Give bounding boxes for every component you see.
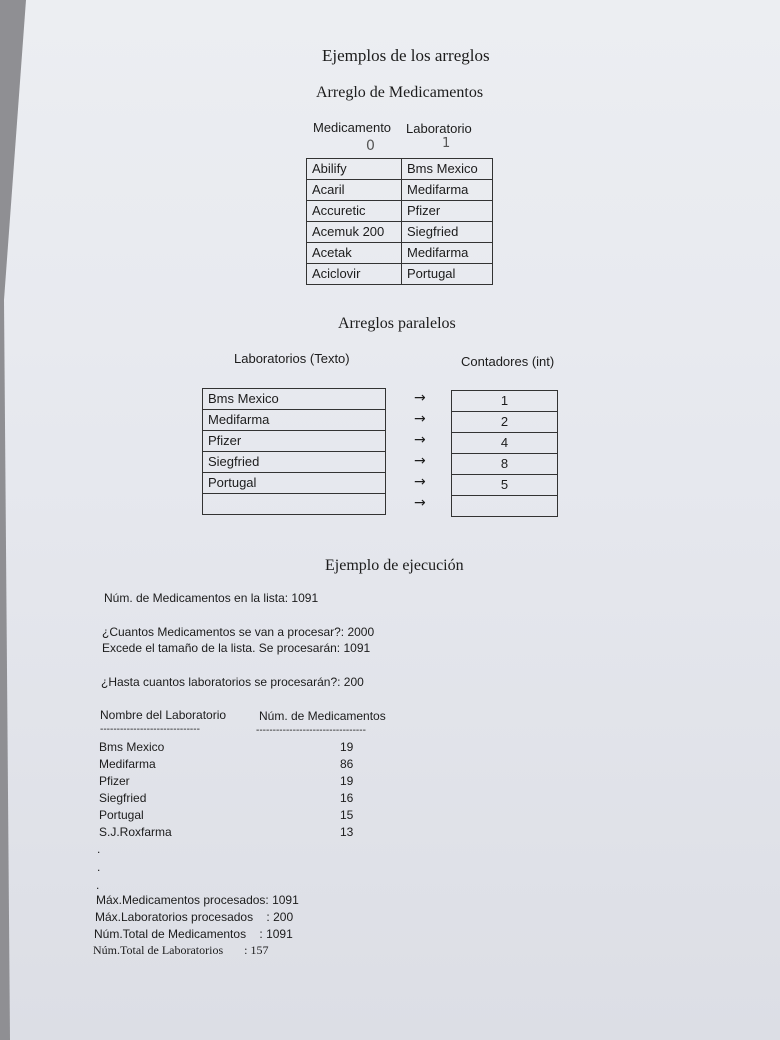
table-row	[307, 264, 493, 285]
col-header-medicamento: Medicamento	[313, 120, 392, 135]
counter-cell: 2	[452, 412, 558, 433]
lab-cell	[203, 494, 386, 515]
index-mark-0: 0	[366, 138, 375, 154]
lab-cell: Portugal	[203, 473, 386, 494]
medication-cell: Aciclovir	[307, 264, 402, 285]
col-header-laboratorio: Laboratorio	[406, 121, 472, 136]
medication-cell: Accuretic	[307, 201, 402, 222]
medication-cell: Abilify	[307, 159, 402, 180]
ellipsis-dot: .	[97, 860, 101, 874]
table-row	[307, 159, 493, 180]
table-row	[307, 222, 493, 243]
lab-cell: Siegfried	[203, 452, 386, 473]
parallel-title: Arreglos paralelos	[338, 315, 456, 332]
lab-cell: Bms Mexico	[203, 389, 386, 410]
table-row	[452, 475, 558, 496]
summary-line: Máx.Laboratorios procesados : 200	[95, 910, 294, 924]
list-item: Pfizer 19	[99, 774, 354, 788]
table-row	[203, 494, 386, 515]
counter-cell: 4	[452, 433, 558, 454]
summary-line: Núm.Total de Laboratorios : 157	[93, 943, 269, 957]
exec-line: ¿Cuantos Medicamentos se van a procesar?: 2000	[102, 625, 375, 639]
main-title: Ejemplos de los arreglos	[322, 46, 490, 65]
laboratory-cell: Medifarma	[402, 180, 493, 201]
dash-separator: ---------------------------------	[256, 725, 366, 736]
table-row	[203, 452, 386, 473]
table-row	[452, 433, 558, 454]
list-item: Siegfried 16	[99, 791, 354, 805]
lab-cell: Medifarma	[203, 410, 386, 431]
medication-cell: Acaril	[307, 180, 402, 201]
result-list	[99, 739, 369, 841]
counter-cell	[452, 496, 558, 517]
table-row	[452, 454, 558, 475]
result-col-header-count: Núm. de Medicamentos	[259, 709, 386, 723]
laboratory-cell: Portugal	[402, 264, 493, 285]
table-row	[203, 410, 386, 431]
index-mark-1: 1	[442, 136, 451, 151]
exec-line: Núm. de Medicamentos en la lista: 1091	[104, 591, 319, 605]
table-row	[307, 180, 493, 201]
laboratory-cell: Siegfried	[402, 222, 493, 243]
labs-array	[202, 388, 386, 515]
medication-table	[306, 158, 493, 285]
counters-header: Contadores (int)	[461, 354, 555, 369]
table-row	[307, 243, 493, 264]
list-item: Medifarma 86	[99, 757, 354, 771]
medication-cell: Acemuk 200	[307, 222, 402, 243]
arrow-icon: →	[414, 453, 426, 469]
arrow-icon: →	[414, 390, 426, 406]
exec-line: ¿Hasta cuantos laboratorios se procesarán?: 200	[101, 675, 364, 689]
table-row	[203, 431, 386, 452]
med-array-title: Arreglo de Medicamentos	[316, 84, 484, 101]
list-item: S.J.Roxfarma 13	[99, 825, 354, 839]
table-row	[452, 496, 558, 517]
table-row	[452, 391, 558, 412]
labs-header: Laboratorios (Texto)	[234, 351, 350, 366]
summary-line: Núm.Total de Medicamentos : 1091	[94, 927, 293, 941]
result-col-header-lab: Nombre del Laboratorio	[100, 708, 227, 722]
table-row	[307, 201, 493, 222]
summary-line: Máx.Medicamentos procesados: 1091	[96, 893, 299, 907]
ellipsis-dot: .	[96, 878, 100, 892]
list-item: Bms Mexico 19	[99, 740, 354, 754]
arrow-icon: →	[414, 432, 426, 448]
arrow-icon: →	[414, 495, 426, 511]
table-row	[452, 412, 558, 433]
laboratory-cell: Bms Mexico	[402, 159, 493, 180]
laboratory-cell: Medifarma	[402, 243, 493, 264]
lab-cell: Pfizer	[203, 431, 386, 452]
arrow-icon: →	[414, 474, 426, 490]
counter-cell: 8	[452, 454, 558, 475]
table-row	[203, 389, 386, 410]
laboratory-cell: Pfizer	[402, 201, 493, 222]
medication-cell: Acetak	[307, 243, 402, 264]
counter-cell: 5	[452, 475, 558, 496]
ellipsis-dot: .	[97, 842, 101, 856]
dash-separator: ------------------------------	[100, 724, 200, 735]
arrow-icon: →	[414, 411, 426, 427]
list-item: Portugal 15	[99, 808, 354, 822]
paper-sheet	[4, 0, 780, 1040]
counter-cell: 1	[452, 391, 558, 412]
table-row	[203, 473, 386, 494]
counters-array	[451, 390, 558, 517]
exec-line: Excede el tamaño de la lista. Se procesarán: 1091	[102, 641, 371, 655]
execution-title: Ejemplo de ejecución	[325, 557, 464, 574]
